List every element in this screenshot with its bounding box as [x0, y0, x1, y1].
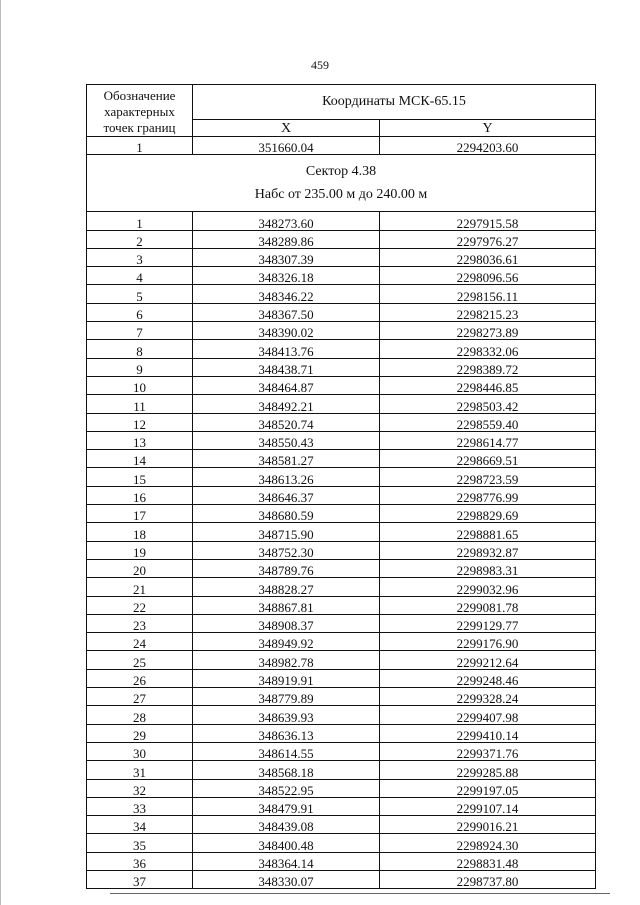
y-value: 2299107.14 — [380, 797, 596, 815]
point-number: 9 — [87, 358, 193, 376]
table-header-row — [87, 85, 596, 120]
point-number: 14 — [87, 450, 193, 468]
table-row — [87, 431, 596, 449]
sector-title: Сектор 4.38 — [305, 164, 377, 180]
x-value: 348364.14 — [193, 852, 380, 870]
point-number: 30 — [87, 742, 193, 760]
y-value: 2298332.06 — [380, 340, 596, 358]
y-value: 2298881.65 — [380, 523, 596, 541]
x-value: 348520.74 — [193, 413, 380, 431]
y-value: 2299328.24 — [380, 688, 596, 706]
table-row — [87, 358, 596, 376]
x-value: 348464.87 — [193, 376, 380, 394]
coordinates-table — [86, 84, 596, 889]
table-row — [87, 486, 596, 504]
point-number: 15 — [87, 468, 193, 486]
y-value: 2298446.85 — [380, 376, 596, 394]
x-value: 348550.43 — [193, 431, 380, 449]
y-value: 2299371.76 — [380, 742, 596, 760]
table-row — [87, 303, 596, 321]
point-number: 27 — [87, 688, 193, 706]
y-value: 2298215.23 — [380, 303, 596, 321]
y-value: 2299197.05 — [380, 779, 596, 797]
table-row — [87, 779, 596, 797]
x-value: 348413.76 — [193, 340, 380, 358]
table-row — [87, 468, 596, 486]
y-value: 2298924.30 — [380, 834, 596, 852]
point-number: 37 — [87, 870, 193, 888]
table-row — [87, 834, 596, 852]
table-row — [87, 669, 596, 687]
y-value: 2299248.46 — [380, 669, 596, 687]
y-value: 2298614.77 — [380, 431, 596, 449]
header-point-label: Обозначение характерных точек границ — [87, 85, 193, 137]
x-value: 348779.89 — [193, 688, 380, 706]
point-number: 31 — [87, 761, 193, 779]
y-value: 2299032.96 — [380, 578, 596, 596]
table-row — [87, 413, 596, 431]
x-value: 348330.07 — [193, 870, 380, 888]
point-number: 8 — [87, 340, 193, 358]
table-row — [87, 505, 596, 523]
table-row — [87, 212, 596, 230]
x-value: 348828.27 — [193, 578, 380, 596]
y-value: 2298559.40 — [380, 413, 596, 431]
y-value: 2298156.11 — [380, 285, 596, 303]
table-row — [87, 267, 596, 285]
point-number: 28 — [87, 706, 193, 724]
x-value: 348390.02 — [193, 322, 380, 340]
x-value: 348273.60 — [193, 212, 380, 230]
table-row — [87, 285, 596, 303]
table-row — [87, 578, 596, 596]
x-value: 348400.48 — [193, 834, 380, 852]
x-value: 348346.22 — [193, 285, 380, 303]
x-value: 348439.08 — [193, 816, 380, 834]
table-row — [87, 340, 596, 358]
point-number: 2 — [87, 230, 193, 248]
x-value: 348289.86 — [193, 230, 380, 248]
table-row — [87, 541, 596, 559]
page-edge — [0, 0, 1, 905]
table-row — [87, 450, 596, 468]
y-value: 2299285.88 — [380, 761, 596, 779]
point-number: 33 — [87, 797, 193, 815]
table-row — [87, 559, 596, 577]
y-value: 2298831.48 — [380, 852, 596, 870]
point-number: 4 — [87, 267, 193, 285]
y-value: 2299176.90 — [380, 633, 596, 651]
y-value: 2299081.78 — [380, 596, 596, 614]
table-row — [87, 688, 596, 706]
y-value: 2298776.99 — [380, 486, 596, 504]
point-number: 25 — [87, 651, 193, 669]
x-value: 348568.18 — [193, 761, 380, 779]
table-row — [87, 248, 596, 266]
table-row — [87, 706, 596, 724]
y-value: 2298036.61 — [380, 248, 596, 266]
point-number: 11 — [87, 395, 193, 413]
y-value: 2298389.72 — [380, 358, 596, 376]
table-row — [87, 376, 596, 394]
x-value: 348908.37 — [193, 614, 380, 632]
y-value: 2298737.80 — [380, 870, 596, 888]
table-row — [87, 523, 596, 541]
y-value: 2299016.21 — [380, 816, 596, 834]
header-y: Y — [380, 120, 596, 137]
x-value: 348614.55 — [193, 742, 380, 760]
x-value: 348752.30 — [193, 541, 380, 559]
table-row — [87, 742, 596, 760]
x-value: 348492.21 — [193, 395, 380, 413]
point-number: 19 — [87, 541, 193, 559]
y-value: 2298932.87 — [380, 541, 596, 559]
point-number: 32 — [87, 779, 193, 797]
point-number: 3 — [87, 248, 193, 266]
table-row — [87, 633, 596, 651]
table-row — [87, 596, 596, 614]
point-number: 21 — [87, 578, 193, 596]
y-value: 2298503.42 — [380, 395, 596, 413]
header-x: X — [193, 120, 380, 137]
y-value: 2299212.64 — [380, 651, 596, 669]
x-value: 348919.91 — [193, 669, 380, 687]
y-value: 2298096.56 — [380, 267, 596, 285]
header-coordinates: Координаты МСК-65.15 — [193, 85, 596, 120]
point-number: 1 — [87, 137, 193, 155]
point-number: 23 — [87, 614, 193, 632]
point-number: 17 — [87, 505, 193, 523]
x-value: 348867.81 — [193, 596, 380, 614]
sector-heading — [87, 155, 596, 212]
table-row — [87, 651, 596, 669]
y-value: 2299410.14 — [380, 724, 596, 742]
point-number: 1 — [87, 212, 193, 230]
page-bottom-rule — [110, 893, 610, 894]
y-value: 2298829.69 — [380, 505, 596, 523]
x-value: 348581.27 — [193, 450, 380, 468]
y-value: 2297915.58 — [380, 212, 596, 230]
table-row — [87, 322, 596, 340]
table-row — [87, 724, 596, 742]
table-row — [87, 761, 596, 779]
point-number: 20 — [87, 559, 193, 577]
x-value: 348715.90 — [193, 523, 380, 541]
x-value: 348307.39 — [193, 248, 380, 266]
x-value: 348367.50 — [193, 303, 380, 321]
table-row — [87, 870, 596, 888]
y-value: 2298983.31 — [380, 559, 596, 577]
y-value: 2294203.60 — [380, 137, 596, 155]
x-value: 348479.91 — [193, 797, 380, 815]
table-row — [87, 395, 596, 413]
point-number: 7 — [87, 322, 193, 340]
point-number: 18 — [87, 523, 193, 541]
point-number: 35 — [87, 834, 193, 852]
point-number: 5 — [87, 285, 193, 303]
point-number: 16 — [87, 486, 193, 504]
y-value: 2299129.77 — [380, 614, 596, 632]
y-value: 2297976.27 — [380, 230, 596, 248]
page-number: 459 — [311, 58, 329, 72]
x-value: 348636.13 — [193, 724, 380, 742]
x-value: 348522.95 — [193, 779, 380, 797]
point-number: 26 — [87, 669, 193, 687]
table-row — [87, 614, 596, 632]
table-row — [87, 230, 596, 248]
point-number: 29 — [87, 724, 193, 742]
x-value: 348982.78 — [193, 651, 380, 669]
x-value: 348639.93 — [193, 706, 380, 724]
point-number: 12 — [87, 413, 193, 431]
x-value: 348326.18 — [193, 267, 380, 285]
x-value: 348789.76 — [193, 559, 380, 577]
point-number: 6 — [87, 303, 193, 321]
point-number: 10 — [87, 376, 193, 394]
x-value: 348646.37 — [193, 486, 380, 504]
point-number: 24 — [87, 633, 193, 651]
y-value: 2298669.51 — [380, 450, 596, 468]
table-row — [87, 137, 596, 155]
sector-row — [87, 155, 596, 212]
y-value: 2299407.98 — [380, 706, 596, 724]
sector-subtitle: Набс от 235.00 м до 240.00 м — [254, 187, 428, 203]
table-row — [87, 852, 596, 870]
point-number: 13 — [87, 431, 193, 449]
y-value: 2298273.89 — [380, 322, 596, 340]
x-value: 348680.59 — [193, 505, 380, 523]
table-row — [87, 816, 596, 834]
table-row — [87, 797, 596, 815]
point-number: 34 — [87, 816, 193, 834]
x-value: 348949.92 — [193, 633, 380, 651]
y-value: 2298723.59 — [380, 468, 596, 486]
x-value: 351660.04 — [193, 137, 380, 155]
point-number: 22 — [87, 596, 193, 614]
x-value: 348438.71 — [193, 358, 380, 376]
point-number: 36 — [87, 852, 193, 870]
x-value: 348613.26 — [193, 468, 380, 486]
